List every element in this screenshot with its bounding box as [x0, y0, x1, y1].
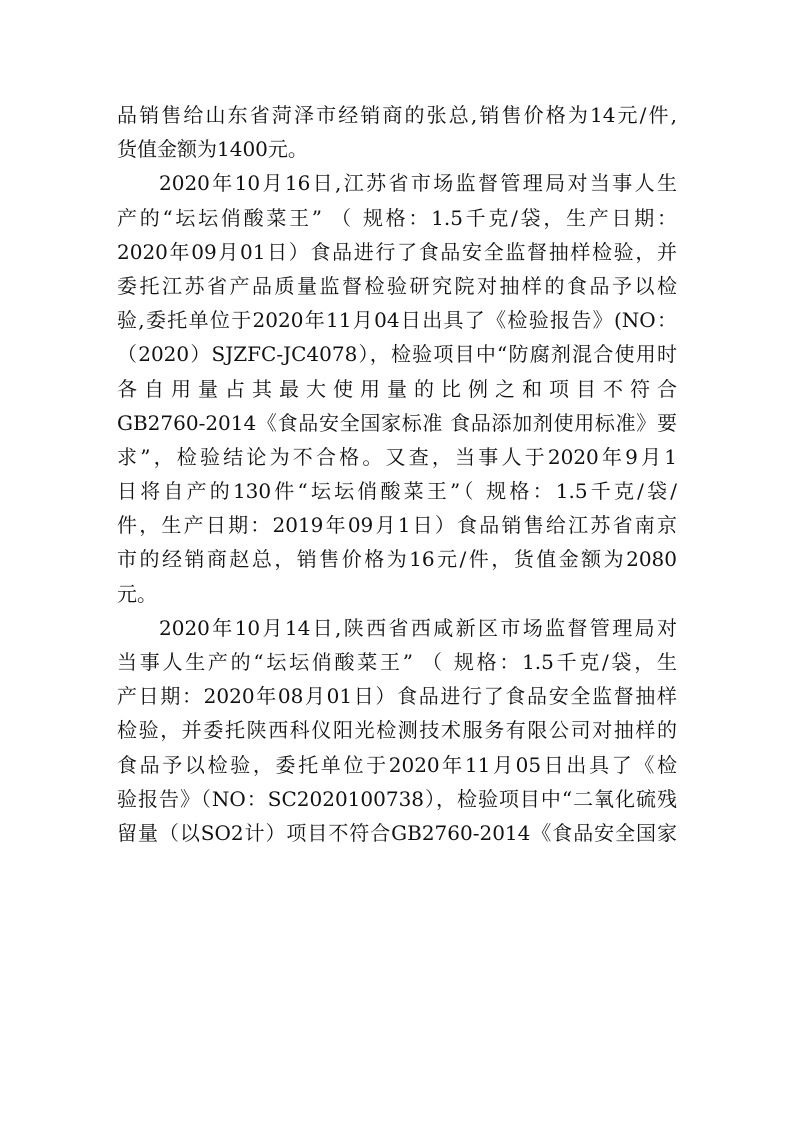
- paragraph-first-line: 2020年10月14日,陕西省西咸新区市场监督管理局对: [159, 615, 677, 640]
- body-line: 货值金额为1400元。: [117, 137, 308, 162]
- body-line: GB2760-2014《食品安全国家标准 食品添加剂使用标准》要: [117, 410, 677, 435]
- body-line: 日将自产的130件“坛坛俏酸菜王”（ 规格：1.5千克/袋/: [117, 479, 677, 504]
- body-line: 品销售给山东省菏泽市经销商的张总,销售价格为14元/件,: [117, 103, 677, 127]
- body-line: 委托江苏省产品质量监督检验研究院对抽样的食品予以检: [117, 273, 677, 298]
- body-line: 各自用量占其最大使用量的比例之和项目不符合: [117, 376, 677, 401]
- body-line: 求”，检验结论为不合格。又查，当事人于2020年9月1: [117, 444, 677, 469]
- body-line: 件，生产日期：2019年09月1日）食品销售给江苏省南京: [117, 513, 677, 538]
- body-line: 检验，并委托陕西科仪阳光检测技术服务有限公司对抽样的: [117, 718, 677, 743]
- body-line: 元。: [117, 581, 157, 606]
- body-line: 当事人生产的“坛坛俏酸菜王” （ 规格：1.5千克/袋，生: [117, 650, 677, 674]
- body-line: 验报告》（NO：SC2020100738），检验项目中“二氧化硫残: [117, 786, 677, 811]
- document-body: [117, 98, 677, 850]
- paragraph-first-line: 2020年10月16日,江苏省市场监督管理局对当事人生: [159, 171, 677, 196]
- body-line: 产的“坛坛俏酸菜王” （ 规格：1.5千克/袋，生产日期：: [117, 205, 677, 230]
- body-line: 2020年09月01日）食品进行了食品安全监督抽样检验，并: [117, 239, 677, 264]
- body-line: 留量（以SO2计）项目不符合GB2760-2014《食品安全国家: [117, 820, 677, 845]
- body-line: 食品予以检验，委托单位于2020年11月05日出具了《检: [117, 752, 677, 777]
- body-line: 验,委托单位于2020年11月04日出具了《检验报告》(NO：: [117, 308, 677, 333]
- body-line: 市的经销商赵总，销售价格为16元/件，货值金额为2080: [117, 547, 677, 572]
- body-line: （2020）SJZFC-JC4078），检验项目中“防腐剂混合使用时: [117, 342, 677, 367]
- body-line: 产日期：2020年08月01日）食品进行了食品安全监督抽样: [117, 684, 677, 709]
